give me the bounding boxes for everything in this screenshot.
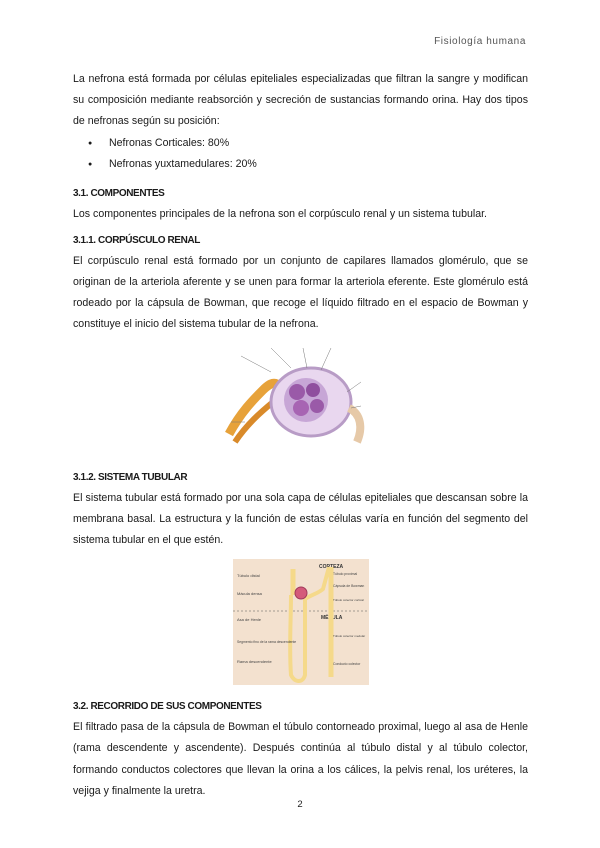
- nephron-illustration: [233, 559, 369, 685]
- glomerulus: [295, 587, 307, 599]
- label-collecting-duct: Conducto colector: [332, 662, 360, 667]
- label-henle-loop: Asa de Henle: [236, 617, 261, 623]
- label-distal-tubule: Túbulo distal: [236, 573, 260, 579]
- label-descending-limb: Rama descendente: [236, 659, 272, 665]
- heading-path: 3.2. RECORRIDO DE SUS COMPONENTES: [73, 701, 262, 713]
- page-content: [73, 66, 528, 802]
- list-item: ● Nefronas yuxtamedulares: 20%: [73, 154, 528, 175]
- components-paragraph: Los componentes principales de la nefrona son el corpúsculo renal y un sistema tubular.: [73, 207, 487, 220]
- nephron-types-list: [73, 133, 528, 175]
- tubular-system-paragraph: El sistema tubular está formado por una sola capa de células epiteliales que descansan sobre la membrana basal. La estructura y la función de estas células varía en función del segmento del sistema tubular en el que estén.: [73, 491, 528, 547]
- page-number: 2: [297, 799, 303, 810]
- label-macula-densa: Mácula densa: [236, 591, 262, 597]
- label-cortical-collecting: Túbulo colector cortical: [332, 598, 364, 603]
- heading-tubular-system: 3.1.2. SISTEMA TUBULAR: [73, 471, 188, 483]
- running-header: Fisiología humana: [434, 36, 526, 47]
- label-bowman-capsule: Cápsula de Bowman: [332, 584, 364, 589]
- path-paragraph: El filtrado pasa de la cápsula de Bowman el túbulo contorneado proximal, luego al asa de Henle (rama descendente y ascendente). Después continúa al túbulo distal y al túbulo colector, formando conductos colectores que llevan la orina a los cálices, la pelvis renal, los uréteres, la vejiga y finalmente la uretra.: [73, 721, 528, 797]
- label-medullary-collecting: Túbulo colector medular: [332, 634, 365, 639]
- cortex-label: CORTEZA: [318, 564, 343, 571]
- list-item: ● Nefronas Corticales: 80%: [73, 133, 528, 154]
- heading-renal-corpuscle: 3.1.1. CORPÚSCULO RENAL: [73, 234, 200, 246]
- heading-components: 3.1. COMPONENTES: [73, 187, 165, 199]
- nephron-figure: [73, 559, 528, 685]
- label-proximal-tubule: Túbulo proximal: [332, 572, 357, 577]
- label-thin-segment: Segmento fino de la rama descendente: [236, 640, 296, 645]
- intro-paragraph: La nefrona está formada por células epiteliales especializadas que filtran la sangre y modifican su composición mediante reabsorción y secreción de sustancias formando orina. Hay dos tipos de nefronas según su posición:: [73, 73, 528, 128]
- renal-corpuscle-paragraph: El corpúsculo renal está formado por un conjunto de capilares llamados glomérulo, que se originan de la arteriola aferente y se unen para formar la arteriola eferente. Este glomérulo está rodeado por la cápsula de Bowman, que recoge el líquido filtrado en el espacio de Bowman y constituye el inicio del sistema tubular de la nefrona.: [73, 254, 528, 331]
- medulla-label: MÉDULA: [320, 615, 342, 622]
- renal-corpuscle-figure: [73, 342, 528, 450]
- renal-corpuscle-illustration: [211, 342, 391, 450]
